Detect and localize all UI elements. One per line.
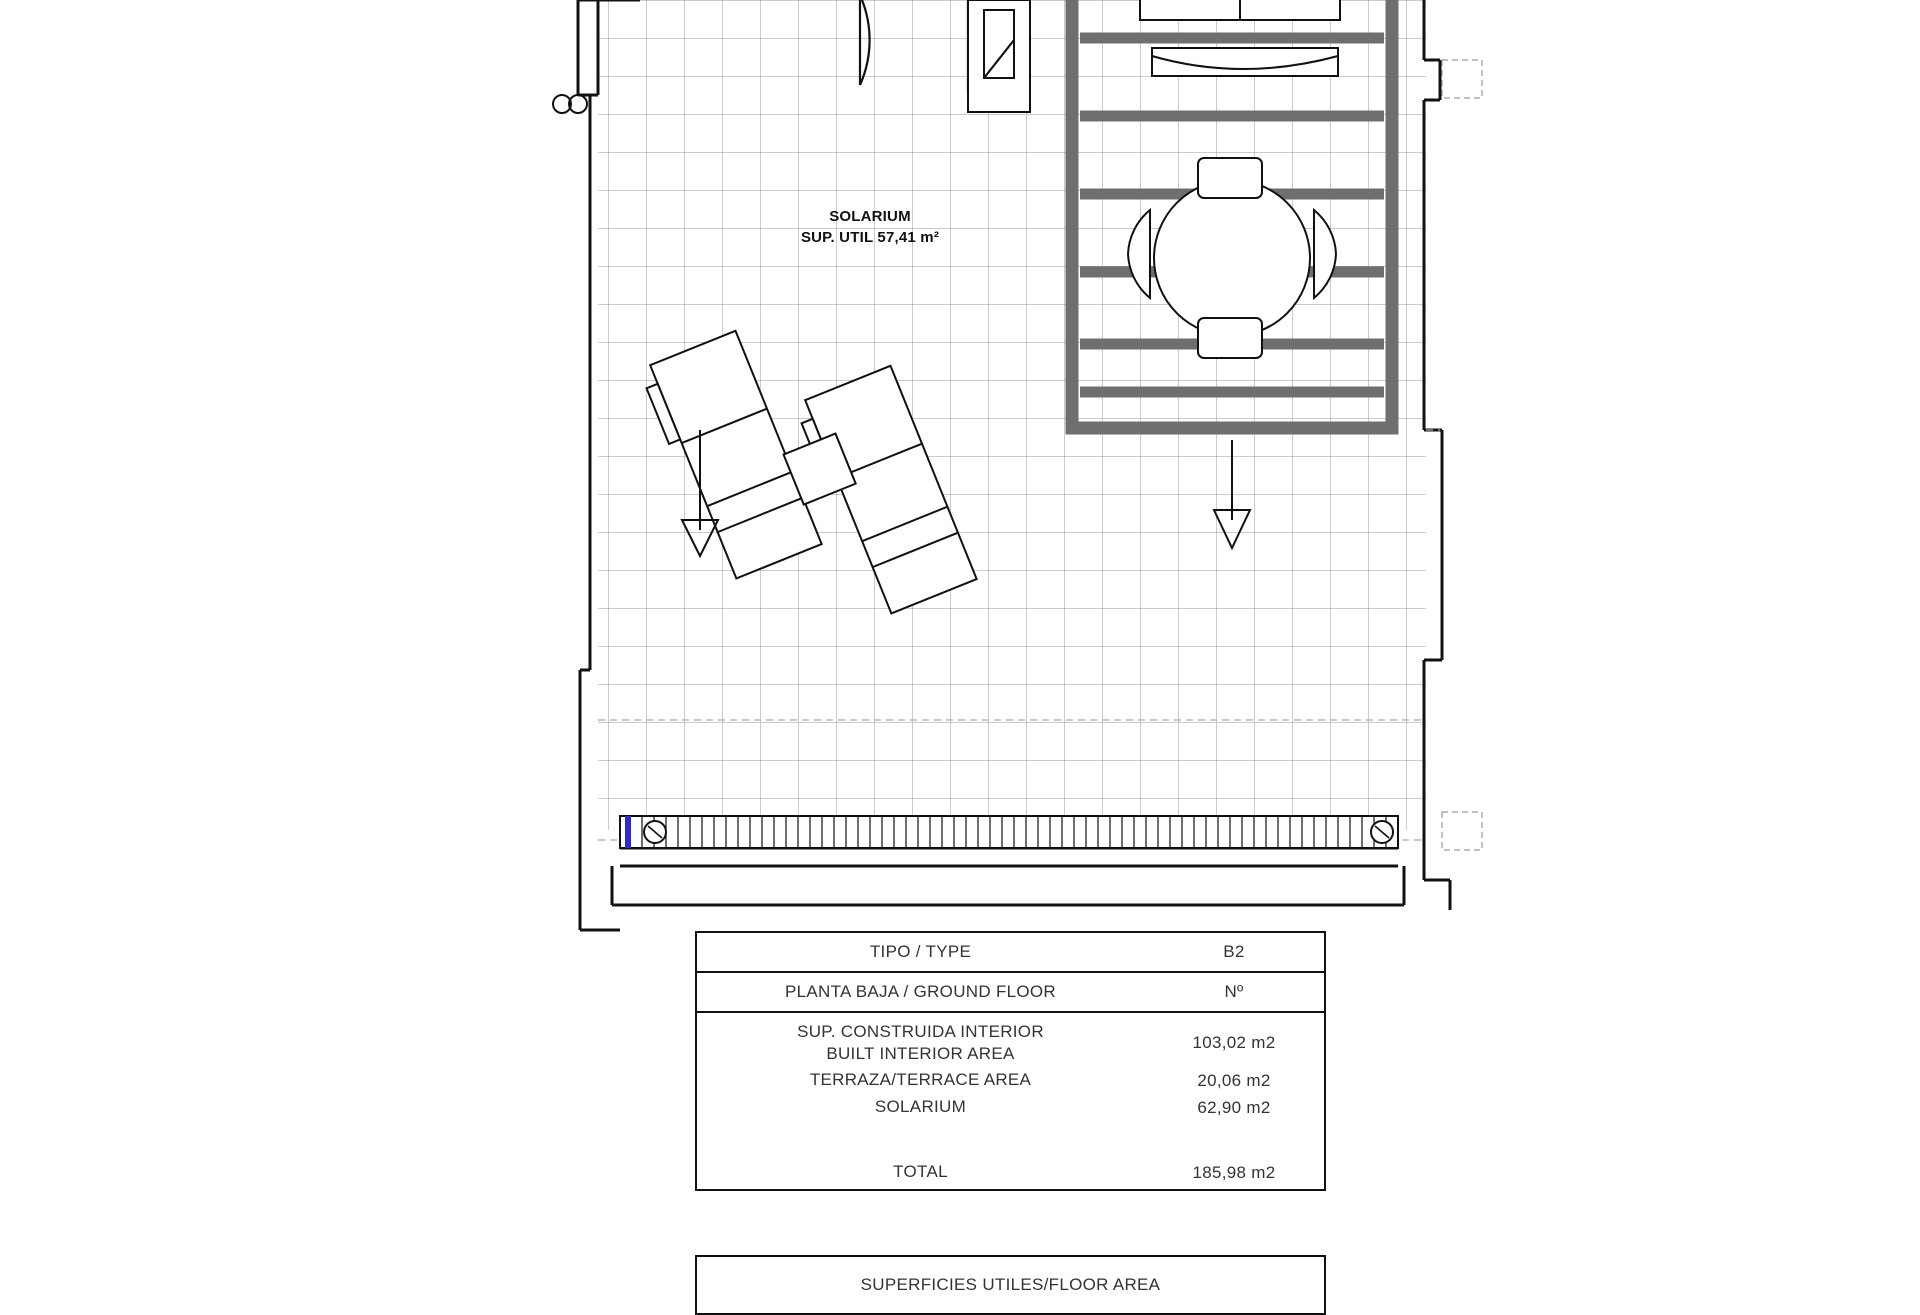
table-row-built-interior xyxy=(697,1021,1324,1065)
built-interior-label xyxy=(697,1021,1144,1065)
built-interior-value: 103,02 m2 xyxy=(1192,1033,1276,1053)
terrace-value: 20,06 m2 xyxy=(1197,1070,1271,1090)
floor-area-title: SUPERFICIES UTILES/FLOOR AREA xyxy=(860,1275,1161,1294)
solarium-value: 62,90 m2 xyxy=(1197,1097,1271,1117)
solarium-label: SOLARIUM xyxy=(874,1097,967,1117)
type-row-label: TIPO / TYPE xyxy=(869,941,972,961)
floor-area-table xyxy=(695,1255,1326,1315)
table-row-floor xyxy=(697,973,1324,1013)
dashed-marker-boxes xyxy=(1442,60,1482,850)
balustrade-railing xyxy=(620,816,1398,848)
hinge-marks xyxy=(553,95,587,113)
total-label: TOTAL xyxy=(893,1162,948,1182)
built-interior-label-es: SUP. CONSTRUIDA INTERIOR xyxy=(797,1022,1044,1041)
type-summary-table xyxy=(695,931,1326,1191)
solarium-area-label: SUP. UTIL 57,41 m² xyxy=(800,229,940,246)
table-row-total xyxy=(697,1161,1324,1184)
built-interior-label-en: BUILT INTERIOR AREA xyxy=(826,1044,1015,1064)
terrace-label: TERRAZA/TERRACE AREA xyxy=(809,1070,1032,1090)
solarium-title-label: SOLARIUM xyxy=(829,208,911,225)
type-row-value: B2 xyxy=(1223,942,1245,961)
floor-row-label: PLANTA BAJA / GROUND FLOOR xyxy=(784,981,1057,1001)
table-row-type xyxy=(697,933,1324,973)
table-row-solarium xyxy=(697,1096,1324,1119)
table-area-body xyxy=(697,1013,1324,1193)
floor-row-value: Nº xyxy=(1224,982,1244,1001)
table-row-terrace xyxy=(697,1069,1324,1092)
total-value: 185,98 m2 xyxy=(1192,1162,1276,1182)
